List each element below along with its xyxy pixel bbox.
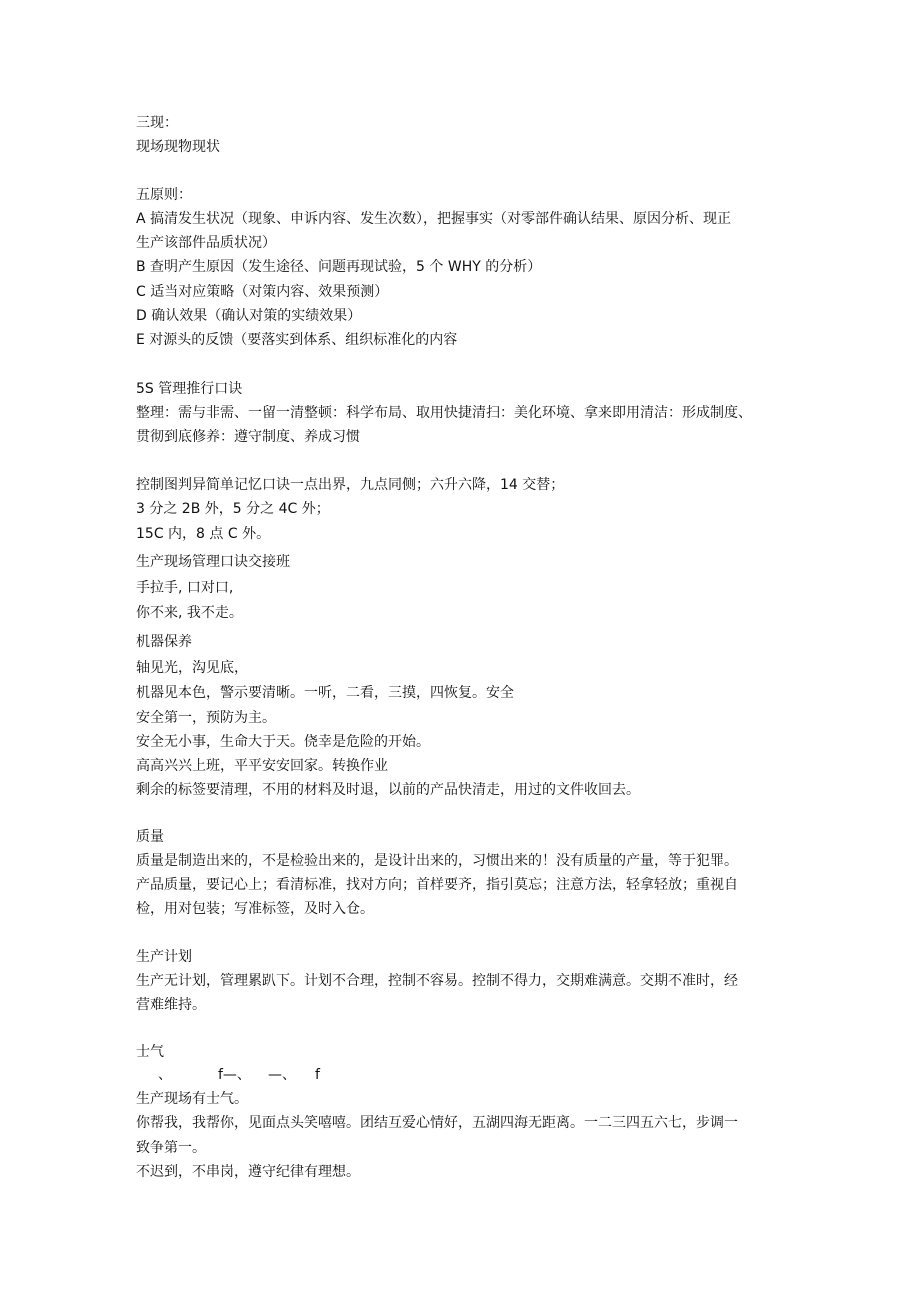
quality-line1: 质量是制造出来的，不是检验出来的，是设计出来的，习惯出来的！没有质量的产量，等于犯罪。 bbox=[136, 853, 738, 869]
principle-c: C 适当对应策略（对策内容、效果预测） bbox=[136, 284, 389, 300]
5s-line2: 贯彻到底修养：遵守制度、养成习惯 bbox=[136, 429, 360, 445]
section-title-handover: 生产现场管理口诀交接班 bbox=[136, 554, 290, 570]
machine-line2: 机器见本色，警示要清晰。一听，二看，三摸，四恢复。安全 bbox=[136, 685, 514, 701]
stray-mark-2: f—、 bbox=[218, 1067, 251, 1083]
principle-a-line1: A 搞清发生状况（现象、申诉内容、发生次数），把握事实（对零部件确认结果、原因分析、现正 bbox=[136, 211, 732, 227]
control-chart-line1: 控制图判异简单记忆口诀一点出界，九点同侧；六升六降，14 交替； bbox=[136, 477, 565, 493]
control-chart-line2: 3 分之 2B 外，5 分之 4C 外； bbox=[136, 501, 330, 517]
handover-line2: 你不来, 我不走。 bbox=[136, 605, 243, 621]
sanxian-text: 现场现物现状 bbox=[136, 139, 220, 155]
section-title-sanxian: 三现： bbox=[136, 115, 178, 131]
section-title-wuyuanze: 五原则： bbox=[136, 187, 192, 203]
quality-line3: 检，用对包装；写准标签，及时入仓。 bbox=[136, 901, 374, 917]
machine-line6: 剩余的标签要清理，不用的材料及时退，以前的产品快清走，用过的文件收回去。 bbox=[136, 782, 640, 798]
quality-line2: 产品质量，要记心上；看清标准，找对方向；首样要齐，指引莫忘；注意方法，轻拿轻放；重视自 bbox=[136, 877, 738, 893]
control-chart-line3: 15C 内，8 点 C 外。 bbox=[136, 526, 271, 542]
section-title-quality: 质量 bbox=[136, 829, 164, 845]
morale-line3: 致争第一。 bbox=[136, 1140, 206, 1156]
machine-line5: 高高兴兴上班，平平安安回家。转换作业 bbox=[136, 758, 388, 774]
plan-line2: 营难维持。 bbox=[136, 997, 206, 1013]
machine-line3: 安全第一，预防为主。 bbox=[136, 710, 276, 726]
principle-d: D 确认效果（确认对策的实绩效果） bbox=[136, 308, 362, 324]
morale-line1: 生产现场有士气。 bbox=[136, 1091, 248, 1107]
machine-line4: 安全无小事，生命大于天。侥幸是危险的开始。 bbox=[136, 734, 430, 750]
5s-line1: 整理：需与非需、一留一清整顿：科学布局、取用快捷清扫：美化环境、拿来即用清洁：形成制度、 bbox=[136, 405, 752, 421]
stray-mark-1: 、 bbox=[158, 1067, 172, 1083]
handover-line1: 手拉手, 口对口, bbox=[136, 580, 234, 596]
principle-b: B 查明产生原因（发生途径、问题再现试验，5 个 WHY 的分析） bbox=[136, 259, 542, 275]
morale-line2: 你帮我，我帮你，见面点头笑嘻嘻。团结互爱心情好，五湖四海无距离。一二三四五六七，步调一 bbox=[136, 1115, 738, 1131]
section-title-machine: 机器保养 bbox=[136, 634, 192, 650]
principle-a-line2: 生产该部件品质状况） bbox=[136, 235, 276, 251]
section-title-plan: 生产计划 bbox=[136, 949, 192, 965]
stray-mark-3: —、 bbox=[268, 1067, 296, 1083]
stray-mark-4: f bbox=[315, 1067, 320, 1083]
morale-line4: 不迟到，不串岗，遵守纪律有理想。 bbox=[136, 1164, 360, 1180]
section-title-5s: 5S 管理推行口诀 bbox=[136, 381, 243, 397]
machine-line1: 轴见光，沟见底， bbox=[136, 660, 248, 676]
plan-line1: 生产无计划，管理累趴下。计划不合理，控制不容易。控制不得力，交期难满意。交期不准时，经 bbox=[136, 973, 738, 989]
principle-e: E 对源头的反馈（要落实到体系、组织标准化的内容 bbox=[136, 332, 458, 348]
section-title-morale: 士气 bbox=[136, 1044, 164, 1060]
